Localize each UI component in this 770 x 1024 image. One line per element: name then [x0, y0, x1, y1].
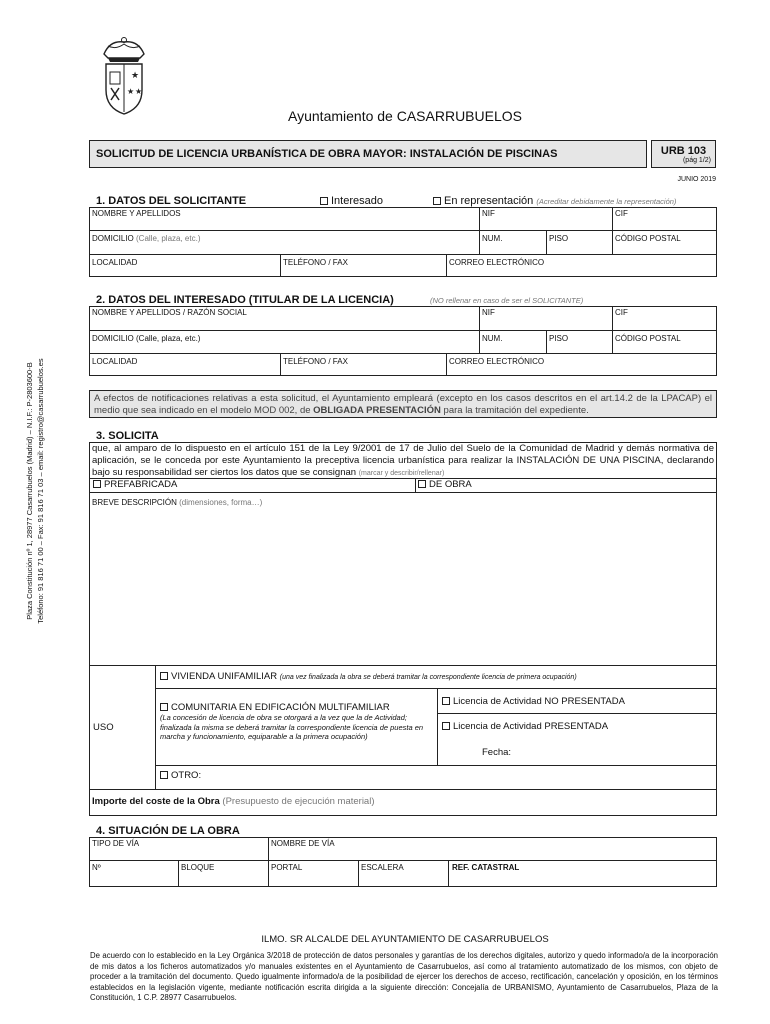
solicita-hint: (marcar y describir/rellenar) — [358, 470, 445, 477]
side-contact-line: Teléfono: 91 816 71 00 – Fax: 91 816 71 03 – email: registro@casarrubuelos.es — [36, 358, 45, 624]
comunitaria-note: (La concesión de licencia de obra se otorgará a la vez que la de Actividad; finalizada la misma se deberá tramitar la correspondiente licencia de puesta en marcha y funcionamiento, equiparable a la primera ocupación) — [160, 713, 424, 741]
s2-piso-field[interactable]: PISO — [549, 334, 569, 343]
interesado-option[interactable] — [320, 195, 383, 207]
section-2-note: (NO rellenar en caso de ser el SOLICITANTE) — [430, 296, 584, 305]
licencia-no-option[interactable] — [442, 696, 625, 707]
svg-text:★: ★ — [127, 87, 135, 96]
s1-correo-field[interactable]: CORREO ELECTRÓNICO — [449, 258, 545, 267]
licencia-si-checkbox[interactable] — [442, 722, 450, 730]
notice-text-pre: A efectos de notificaciones relativas a esta solicitud, el Ayuntamiento empleará (excepto en los casos descritos en el art.14.2 de la LPACAP) el medio que sea indicado en el modelo MOD 002, de — [94, 393, 712, 416]
form-title-box — [89, 140, 647, 168]
s1-cp-field[interactable]: CÓDIGO POSTAL — [615, 234, 681, 243]
representacion-label: En representación — [444, 195, 534, 207]
vivienda-option[interactable] — [160, 671, 577, 682]
side-address-line: Plaza Constitución nº 1, 28977 Casarrubuelos (Madrid) – N.I.F.: P-2803600-B — [25, 362, 34, 620]
s2-num-field[interactable]: NUM. — [482, 334, 503, 343]
notice-text-post: para la tramitación del expediente. — [440, 405, 589, 416]
comunitaria-checkbox[interactable] — [160, 703, 168, 711]
breve-label: BREVE DESCRIPCIÓN — [92, 498, 177, 507]
section-4-table — [89, 837, 717, 887]
de-obra-label: DE OBRA — [429, 479, 472, 490]
licencia-no-checkbox[interactable] — [442, 697, 450, 705]
prefabricada-option[interactable] — [93, 479, 177, 490]
otro-label: OTRO: — [171, 770, 202, 781]
ref-catastral-field[interactable]: REF. CATASTRAL — [452, 863, 520, 872]
representacion-note: (Acreditar debidamente la representación) — [536, 197, 677, 206]
s1-domicilio-field[interactable] — [92, 234, 200, 243]
s2-cp-field[interactable]: CÓDIGO POSTAL — [615, 334, 681, 343]
section-3-title: 3. SOLICITA — [96, 430, 159, 442]
de-obra-option[interactable] — [418, 479, 472, 490]
vivienda-note: (una vez finalizada la obra se deberá tramitar la correspondiente licencia de primera ocupación) — [279, 674, 577, 681]
page-info: (pág 1/2) — [682, 157, 711, 164]
form-code-box — [651, 140, 716, 168]
prefabricada-label: PREFABRICADA — [104, 479, 178, 490]
breve-hint: (dimensiones, forma…) — [179, 498, 263, 507]
licencia-si-label: Licencia de Actividad PRESENTADA — [453, 721, 609, 732]
vivienda-label: VIVIENDA UNIFAMILIAR — [171, 671, 278, 682]
section-4-title: 4. SITUACIÓN DE LA OBRA — [96, 825, 240, 837]
tipo-via-field[interactable]: TIPO DE VÍA — [92, 839, 140, 848]
importe-label: Importe del coste de la Obra — [92, 796, 220, 807]
notice-text-bold: OBLIGADA PRESENTACIÓN — [313, 405, 441, 416]
comunitaria-option[interactable] — [160, 702, 390, 713]
s1-telefono-field[interactable]: TELÉFONO / FAX — [283, 258, 348, 267]
s1-cif-field[interactable]: CIF — [615, 209, 628, 218]
uso-label: USO — [93, 722, 114, 733]
privacy-notice: De acuerdo con lo establecido en la Ley Orgánica 3/2018 de protección de datos personales y garantías de los derechos digitales, autorizo y quedo informado/a de la incorporación de mis datos a los ficheros automatizados y/o manuales existentes en el Ayuntamiento de Casarrubuelos, así como al tratamiento automatizado de los mismos, con objeto de proceder a la tramitación del documento. Quedo igualmente informado/a de la posibilidad de ejercer los derechos de acceso, rectificación, cancelación y oposición, en los términos establecidos en la legislación vigente, mediante notificación escrita dirigida a la siguiente dirección: Concejalía de URBANISMO, Ayuntamiento de Casarrubuelos, Plaza de la Constitución, 1 C.P. 28977 Casarrubuelos. — [90, 951, 718, 1002]
licencia-si-option[interactable] — [442, 721, 608, 732]
section-1-title: 1. DATOS DEL SOLICITANTE — [96, 195, 247, 207]
s2-nombre-field[interactable]: NOMBRE Y APELLIDOS / RAZÓN SOCIAL — [92, 308, 247, 317]
licencia-no-label: Licencia de Actividad NO PRESENTADA — [453, 696, 625, 707]
escalera-field[interactable]: ESCALERA — [361, 863, 404, 872]
importe-hint: (Presupuesto de ejecución material) — [222, 796, 375, 807]
form-code: URB 103 — [660, 145, 707, 157]
de-obra-checkbox[interactable] — [418, 480, 426, 488]
representacion-option[interactable] — [433, 195, 676, 207]
vivienda-checkbox[interactable] — [160, 672, 168, 680]
s2-localidad-field[interactable]: LOCALIDAD — [92, 357, 138, 366]
svg-text:★: ★ — [131, 71, 140, 81]
otro-option[interactable] — [160, 770, 201, 781]
solicita-body: que, al amparo de lo dispuesto en el artículo 151 de la Ley 9/2001 de 17 de Julio del Suelo de la Comunidad de Madrid y demás normativa de aplicación, se le conceda por este Ayuntamiento la preceptiva licencia urbanística para realizar la INSTALACIÓN DE UNA PISCINA, declarando bajo su responsabilidad ser ciertos los datos que se consignan — [92, 443, 714, 478]
s2-domicilio-field[interactable]: DOMICILIO (Calle, plaza, etc.) — [92, 334, 201, 343]
s1-nombre-field[interactable]: NOMBRE Y APELLIDOS — [92, 209, 181, 218]
bloque-field[interactable]: BLOQUE — [181, 863, 215, 872]
importe-field[interactable] — [92, 796, 375, 807]
s1-localidad-field[interactable]: LOCALIDAD — [92, 258, 138, 267]
s1-domicilio-hint: (Calle, plaza, etc.) — [136, 234, 201, 243]
svg-text:★: ★ — [135, 87, 143, 96]
s1-nif-field[interactable]: NIF — [482, 209, 495, 218]
s1-num-field[interactable]: NUM. — [482, 234, 503, 243]
s2-correo-field[interactable]: CORREO ELECTRÓNICO — [449, 357, 545, 366]
form-date: JUNIO 2019 — [677, 176, 716, 183]
breve-descripcion-field[interactable] — [92, 498, 262, 507]
s2-cif-field[interactable]: CIF — [615, 308, 628, 317]
portal-field[interactable]: PORTAL — [271, 863, 303, 872]
interesado-label: Interesado — [331, 195, 383, 207]
solicita-text — [92, 443, 714, 480]
s2-telefono-field[interactable]: TELÉFONO / FAX — [283, 357, 348, 366]
comunitaria-label: COMUNITARIA EN EDIFICACIÓN MULTIFAMILIAR — [171, 702, 390, 713]
notification-notice — [89, 390, 717, 418]
municipality-heading: Ayuntamiento de CASARRUBUELOS — [288, 108, 522, 124]
s1-piso-field[interactable]: PISO — [549, 234, 569, 243]
representacion-checkbox[interactable] — [433, 197, 441, 205]
s2-nif-field[interactable]: NIF — [482, 308, 495, 317]
nombre-via-field[interactable]: NOMBRE DE VÍA — [271, 839, 335, 848]
interesado-checkbox[interactable] — [320, 197, 328, 205]
prefabricada-checkbox[interactable] — [93, 480, 101, 488]
section-2-title: 2. DATOS DEL INTERESADO (TITULAR DE LA LICENCIA) — [96, 294, 394, 306]
s1-domicilio-label: DOMICILIO — [92, 234, 134, 243]
numero-field[interactable]: Nº — [92, 863, 101, 872]
fecha-field[interactable]: Fecha: — [482, 747, 512, 758]
side-address-text — [24, 271, 46, 711]
addressee: ILMO. SR ALCALDE DEL AYUNTAMIENTO DE CASARRUBUELOS — [261, 934, 549, 945]
otro-checkbox[interactable] — [160, 771, 168, 779]
form-title: SOLICITUD DE LICENCIA URBANÍSTICA DE OBRA MAYOR: INSTALACIÓN DE PISCINAS — [96, 148, 558, 160]
